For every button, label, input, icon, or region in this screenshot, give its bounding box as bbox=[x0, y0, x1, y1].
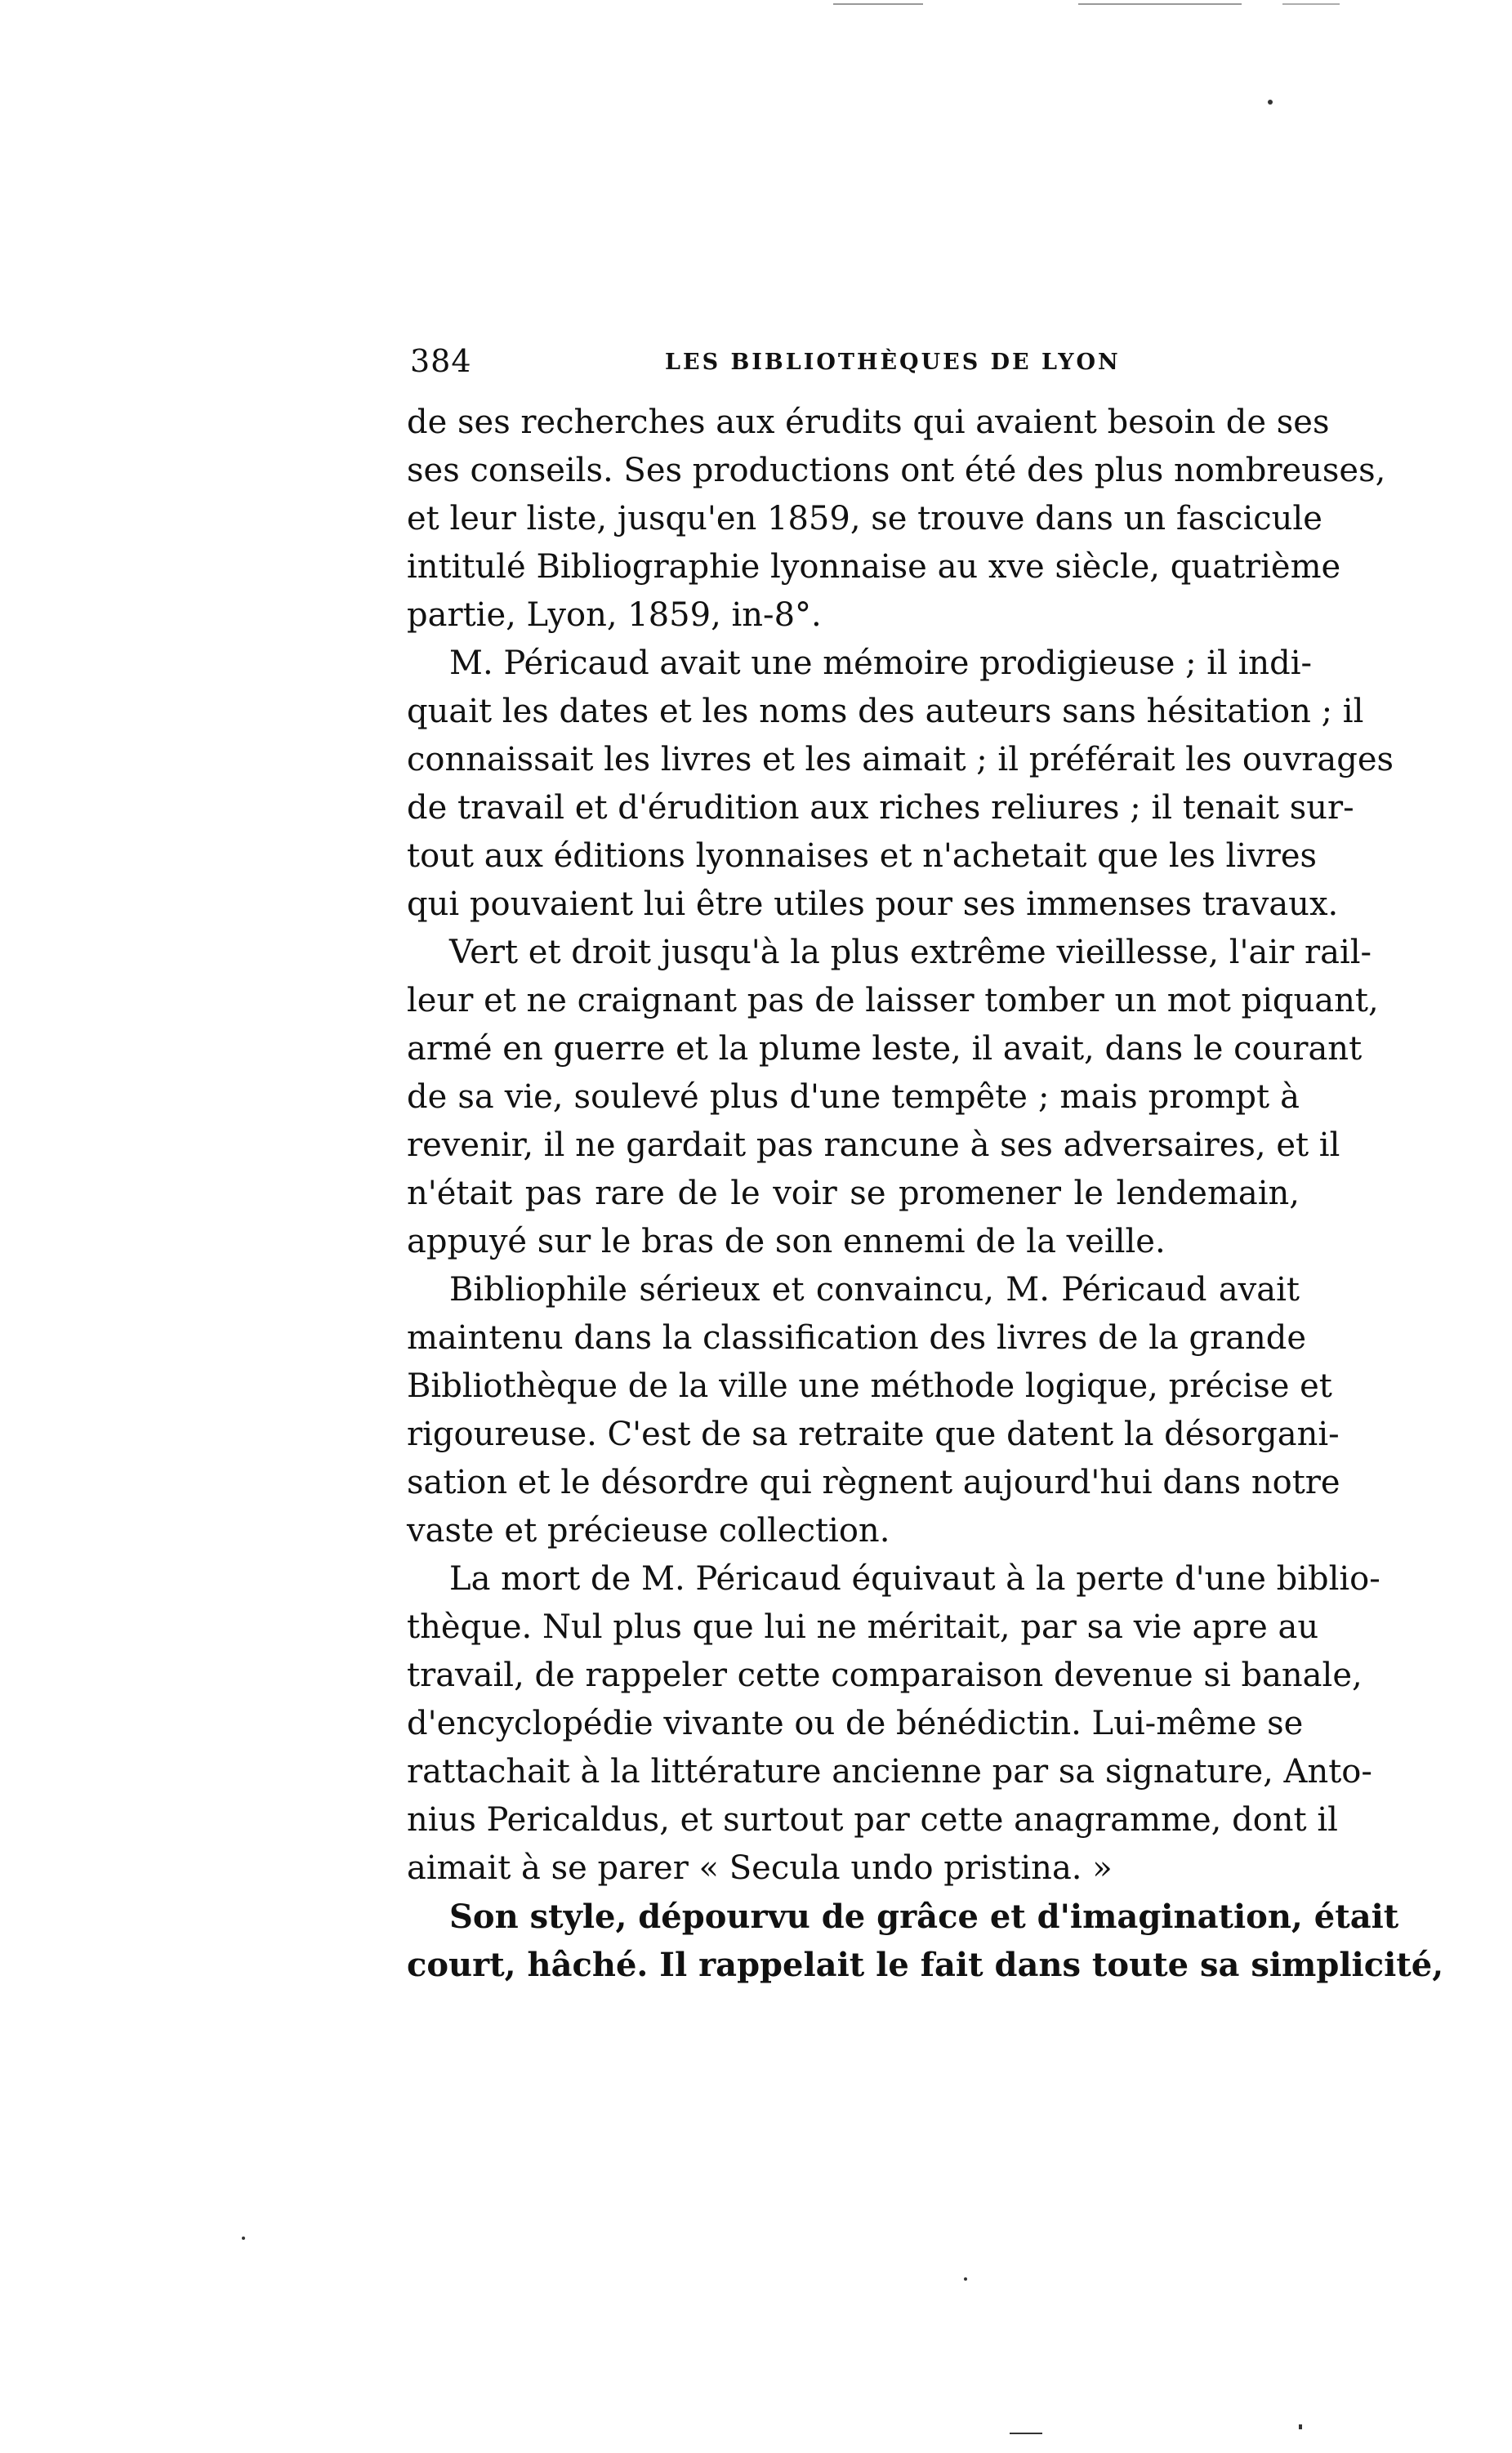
text-line: rigoureuse. C'est de sa retraite que datent la désorgani- bbox=[407, 1416, 1340, 1453]
text-line: thèque. Nul plus que lui ne méritait, par sa vie apre au bbox=[407, 1608, 1319, 1646]
text-line: connaissait les livres et les aimait ; il préférait les ouvrages bbox=[407, 741, 1394, 778]
body-text bbox=[407, 399, 1444, 1989]
text-line: tout aux éditions lyonnaises et n'achetait que les livres bbox=[407, 837, 1318, 875]
text-line: ses conseils. Ses productions ont été des plus nombreuses, bbox=[407, 452, 1386, 489]
text-line: de ses recherches aux érudits qui avaient besoin de ses bbox=[407, 404, 1330, 441]
text-line: aimait à se parer « Secula undo pristina. » bbox=[407, 1849, 1113, 1887]
page-number: 384 bbox=[410, 343, 472, 379]
text-line: M. Péricaud avait une mémoire prodigieuse ; il indi- bbox=[449, 644, 1313, 682]
text-line: Bibliothèque de la ville une méthode logique, précise et bbox=[407, 1367, 1332, 1405]
text-line: de sa vie, soulevé plus d'une tempête ; mais prompt à bbox=[407, 1078, 1300, 1116]
text-line: de travail et d'érudition aux riches reliures ; il tenait sur- bbox=[407, 789, 1354, 827]
running-head: LES BIBLIOTHÈQUES DE LYON bbox=[665, 350, 1121, 375]
text-line: intitulé Bibliographie lyonnaise au xve siècle, quatrième bbox=[407, 548, 1341, 586]
scan-speck bbox=[1268, 100, 1273, 105]
scan-speck bbox=[1010, 2433, 1042, 2434]
scan-speck bbox=[964, 2277, 967, 2281]
text-line: qui pouvaient lui être utiles pour ses immenses travaux. bbox=[407, 885, 1339, 923]
scan-speck bbox=[1299, 2424, 1302, 2429]
text-line: vaste et précieuse collection. bbox=[407, 1512, 890, 1550]
scan-speck bbox=[833, 3, 923, 5]
text-line: Vert et droit jusqu'à la plus extrême vieillesse, l'air rail- bbox=[449, 934, 1372, 971]
text-line: partie, Lyon, 1859, in-8°. bbox=[407, 596, 822, 634]
text-line: court, hâché. Il rappelait le fait dans toute sa simplicité, bbox=[407, 1946, 1444, 1984]
text-line: maintenu dans la classification des livres de la grande bbox=[407, 1319, 1307, 1357]
text-line: sation et le désordre qui règnent aujourd'hui dans notre bbox=[407, 1464, 1340, 1501]
scan-speck bbox=[1282, 3, 1340, 5]
text-line: nius Pericaldus, et surtout par cette anagramme, dont il bbox=[407, 1801, 1338, 1839]
text-line: leur et ne craignant pas de laisser tomber un mot piquant, bbox=[407, 982, 1379, 1019]
text-line: quait les dates et les noms des auteurs sans hésitation ; il bbox=[407, 693, 1364, 730]
text-line: appuyé sur le bras de son ennemi de la veille. bbox=[407, 1223, 1166, 1260]
text-line: revenir, il ne gardait pas rancune à ses adversaires, et il bbox=[407, 1126, 1340, 1164]
scan-speck bbox=[242, 2237, 245, 2240]
scan-speck bbox=[1078, 3, 1242, 5]
text-line: rattachait à la littérature ancienne par sa signature, Anto- bbox=[407, 1753, 1372, 1791]
text-line: et leur liste, jusqu'en 1859, se trouve dans un fascicule bbox=[407, 500, 1322, 537]
page-header bbox=[410, 343, 1309, 384]
text-line: Bibliophile sérieux et convaincu, M. Péricaud avait bbox=[449, 1271, 1300, 1309]
text-line: La mort de M. Péricaud équivaut à la perte d'une biblio- bbox=[449, 1560, 1380, 1598]
text-line: armé en guerre et la plume leste, il avait, dans le courant bbox=[407, 1030, 1363, 1068]
text-line: travail, de rappeler cette comparaison devenue si banale, bbox=[407, 1657, 1363, 1694]
text-line: d'encyclopédie vivante ou de bénédictin. Lui-même se bbox=[407, 1705, 1304, 1742]
text-line: n'était pas rare de le voir se promener le lendemain, bbox=[407, 1175, 1300, 1212]
text-line: Son style, dépourvu de grâce et d'imagination, était bbox=[449, 1898, 1399, 1936]
